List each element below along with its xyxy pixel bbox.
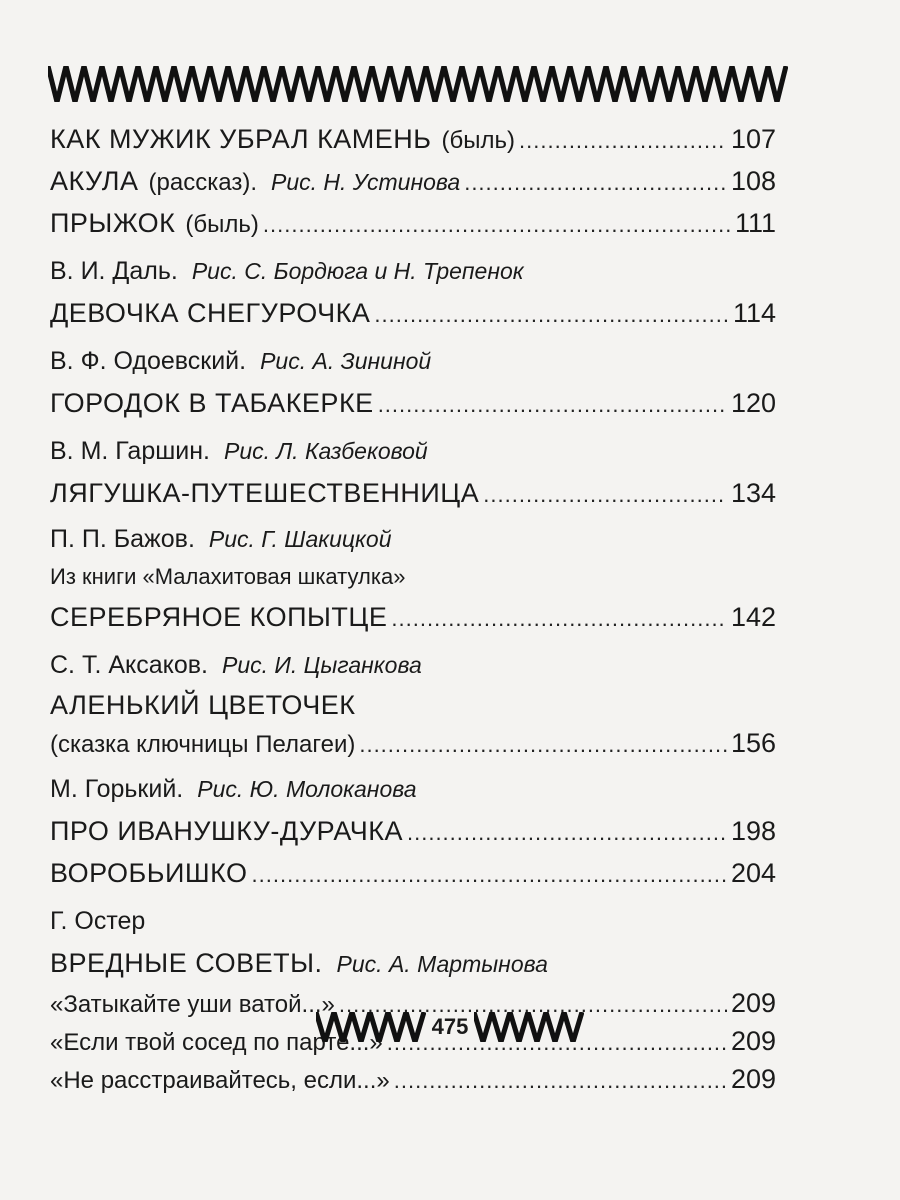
- entry-title: ВОРОБЬИШКО: [50, 858, 248, 888]
- toc-entry[interactable]: [50, 472, 776, 514]
- entry-title: «Не расстраивайтесь, если...»: [50, 1067, 390, 1094]
- illustrator: Рис. Г. Шакицкой: [208, 526, 392, 552]
- author-name: В. И. Даль.: [50, 257, 178, 285]
- page-number: 142: [730, 602, 776, 632]
- entry-subtitle: (сказка ключницы Пелагеи): [50, 731, 356, 758]
- page-number: 108: [730, 166, 776, 196]
- toc-entry[interactable]: [50, 118, 776, 160]
- page-number: 209: [730, 1064, 776, 1094]
- toc-entry[interactable]: [50, 382, 776, 424]
- illustrator: Рис. С. Бордюга и Н. Трепенок: [191, 258, 524, 284]
- author-name: В. М. Гаршин.: [50, 437, 210, 465]
- author-line: [50, 340, 776, 382]
- entry-title: «Если твой сосед по парте...»: [50, 1029, 383, 1056]
- entry-title: ГОРОДОК В ТАБАКЕРКЕ: [50, 388, 374, 418]
- page-number: 209: [730, 1026, 776, 1056]
- entry-title: «Затыкайте уши ватой...»: [50, 991, 335, 1018]
- author-line: [50, 520, 776, 558]
- dot-leader: [483, 474, 727, 516]
- toc-entry[interactable]: [50, 292, 776, 334]
- dot-leader: [252, 854, 727, 896]
- entry-title: АКУЛА: [50, 166, 139, 196]
- toc-entry[interactable]: [50, 596, 776, 638]
- page-number: 134: [730, 478, 776, 508]
- entry-title: ПРО ИВАНУШКУ-ДУРАЧКА: [50, 816, 403, 846]
- dot-leader: [391, 598, 727, 640]
- dot-leader: [407, 812, 727, 854]
- source-book: Из книги «Малахитовая шкатулка»: [50, 564, 406, 589]
- toc-entry[interactable]: [50, 852, 776, 894]
- zigzag-ornament-icon: [474, 1012, 584, 1042]
- author-line: [50, 644, 776, 686]
- toc-entry[interactable]: [50, 810, 776, 852]
- zigzag-ornament-icon: [316, 1012, 426, 1042]
- section-title: ВРЕДНЫЕ СОВЕТЫ.: [50, 948, 323, 978]
- page-number: 120: [730, 388, 776, 418]
- page-footer: [0, 1012, 900, 1042]
- entry-title: КАК МУЖИК УБРАЛ КАМЕНЬ: [50, 124, 432, 154]
- toc-entry[interactable]: [50, 1060, 776, 1098]
- illustrator: Рис. А. Зининой: [260, 348, 432, 374]
- zigzag-ornament-icon: [48, 66, 788, 102]
- dot-leader: [263, 204, 731, 246]
- page-number: 111: [734, 208, 776, 238]
- toc-entry[interactable]: [50, 160, 776, 202]
- entry-title: СЕРЕБРЯНОЕ КОПЫТЦЕ: [50, 602, 388, 632]
- illustrator: Рис. А. Мартынова: [336, 951, 548, 977]
- toc-entry[interactable]: [50, 724, 776, 762]
- dot-leader: [374, 294, 729, 336]
- illustrator: Рис. Н. Устинова: [271, 169, 461, 195]
- page-number: 204: [730, 858, 776, 888]
- illustrator: Рис. Ю. Молоканова: [197, 776, 417, 802]
- folio-page-number: 475: [431, 1014, 469, 1039]
- page-number: 107: [730, 124, 776, 154]
- toc-entry-title-line[interactable]: [50, 686, 776, 724]
- dot-leader: [394, 1062, 727, 1100]
- page-number: 114: [732, 298, 776, 328]
- entry-title: АЛЕНЬКИЙ ЦВЕТОЧЕК: [50, 690, 356, 720]
- dot-leader: [519, 120, 727, 162]
- entry-note: (быль): [441, 127, 516, 154]
- top-ornament-band: [48, 66, 788, 102]
- page-number: 156: [730, 728, 776, 758]
- author-line: [50, 250, 776, 292]
- author-name: В. Ф. Одоевский.: [50, 347, 247, 375]
- author-name: Г. Остер: [50, 907, 146, 935]
- dot-leader: [464, 162, 727, 204]
- illustrator: Рис. Л. Казбековой: [224, 438, 428, 464]
- dot-leader: [378, 384, 727, 426]
- dot-leader: [359, 726, 727, 764]
- author-line: [50, 900, 776, 942]
- author-name: П. П. Бажов.: [50, 525, 195, 553]
- section-title-line: [50, 942, 776, 984]
- author-name: С. Т. Аксаков.: [50, 651, 208, 679]
- entry-note: (быль): [185, 211, 259, 238]
- source-line: [50, 558, 776, 596]
- page-number: 209: [730, 988, 776, 1018]
- page-number: 198: [730, 816, 776, 846]
- illustrator: Рис. И. Цыганкова: [221, 652, 422, 678]
- author-line: [50, 768, 776, 810]
- entry-title: ПРЫЖОК: [50, 208, 176, 238]
- entry-title: ЛЯГУШКА-ПУТЕШЕСТВЕННИЦА: [50, 478, 480, 508]
- table-of-contents: [50, 118, 776, 1098]
- entry-note: (рассказ).: [148, 169, 257, 196]
- author-line: [50, 430, 776, 472]
- toc-entry[interactable]: [50, 202, 776, 244]
- author-name: М. Горький.: [50, 775, 184, 803]
- entry-title: ДЕВОЧКА СНЕГУРОЧКА: [50, 298, 371, 328]
